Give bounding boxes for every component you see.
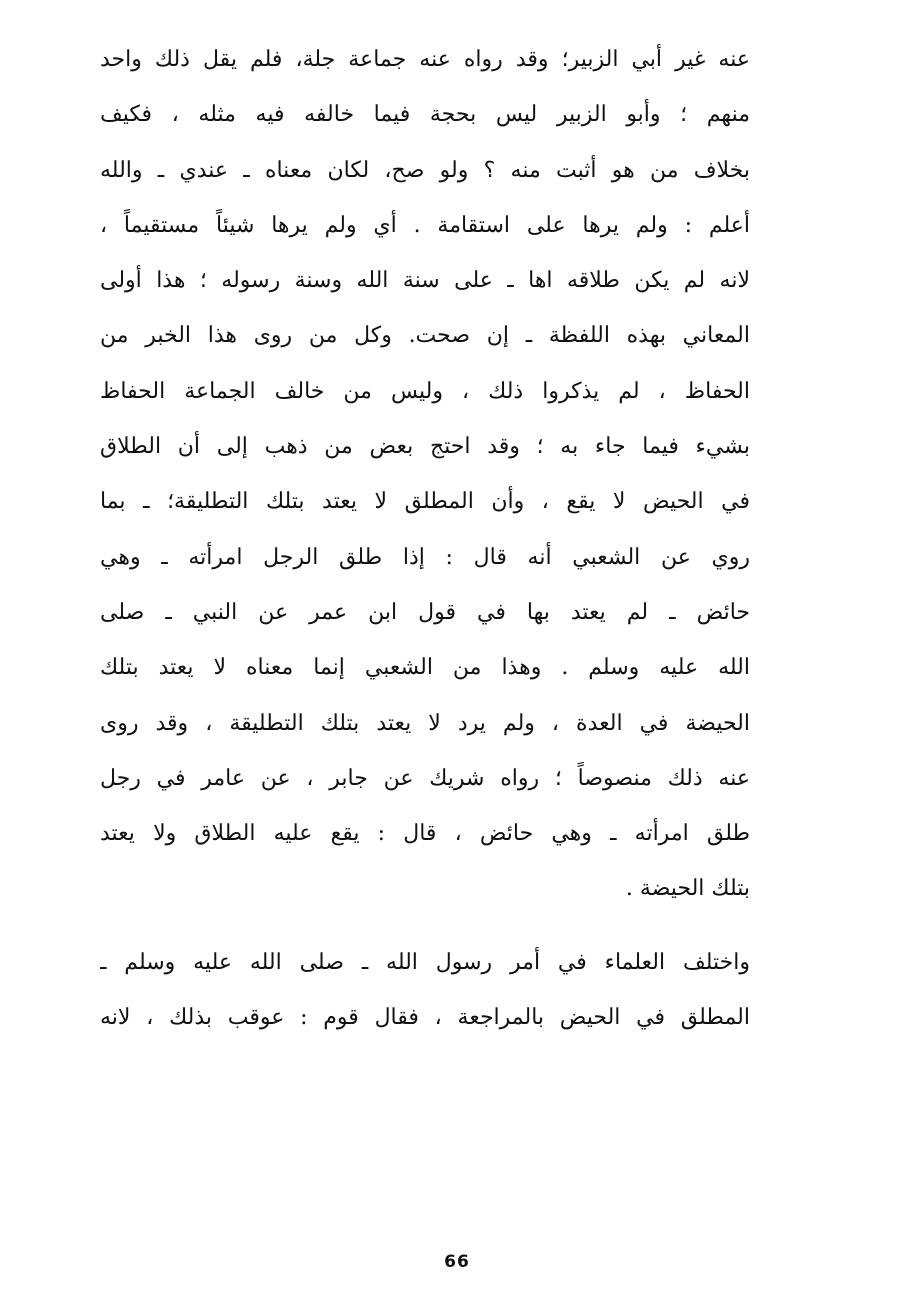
text-line: الحيضة في العدة ، ولم يرد لا يعتد بتلك التطليقة ، وقد روى — [100, 710, 750, 736]
paragraph-1 — [100, 32, 750, 917]
text-line: المعاني بهذه اللفظة ـ إن صحت. وكل من روى هذا الخبر من — [100, 323, 750, 349]
paragraph-2 — [100, 935, 750, 1046]
paragraph-gap — [100, 917, 750, 935]
text-line: بتلك الحيضة . — [625, 876, 750, 902]
text-line: الحفاظ ، لم يذكروا ذلك ، وليس من خالف الجماعة الحفاظ — [100, 378, 750, 404]
text-line: في الحيض لا يقع ، وأن المطلق لا يعتد بتلك التطليقة؛ ـ بما — [100, 489, 750, 515]
text-line: عنه ذلك منصوصاً ؛ رواه شريك عن جابر ، عن عامر في رجل — [100, 765, 750, 791]
body-text — [100, 32, 750, 1045]
text-line: أعلم : ولم يرها على استقامة . أي ولم يرها شيئاً مستقيماً ، — [100, 212, 750, 238]
text-line: عنه غير أبي الزبير؛ وقد رواه عنه جماعة جلة، فلم يقل ذلك واحد — [100, 47, 750, 72]
text-line: لانه لم يكن طلاقه اها ـ على سنة الله وسنة رسوله ؛ هذا أولى — [100, 268, 750, 294]
text-line: بخلاف من هو أثبت منه ؟ ولو صح، لكان معناه ـ عندي ـ والله — [100, 157, 750, 183]
text-line: روي عن الشعبي أنه قال : إذا طلق الرجل امرأته ـ وهي — [100, 544, 750, 570]
text-line: المطلق في الحيض بالمراجعة ، فقال قوم : عوقب بذلك ، لانه — [100, 1005, 750, 1031]
text-line: الله عليه وسلم . وهذا من الشعبي إنما معناه لا يعتد بتلك — [100, 655, 750, 681]
page-number: 66 — [444, 1252, 470, 1272]
text-line: طلق امرأته ـ وهي حائض ، قال : يقع عليه الطلاق ولا يعتد — [100, 821, 750, 847]
text-line: واختلف العلماء في أمر رسول الله ـ صلى الله عليه وسلم ـ — [100, 949, 750, 975]
text-line: بشيء فيما جاء به ؛ وقد احتج بعض من ذهب إلى أن الطلاق — [100, 434, 750, 460]
text-line: حائض ـ لم يعتد بها في قول ابن عمر عن النبي ـ صلى — [100, 599, 750, 625]
text-line: منهم ؛ وأبو الزبير ليس بحجة فيما خالفه فيه مثله ، فكيف — [100, 102, 750, 128]
